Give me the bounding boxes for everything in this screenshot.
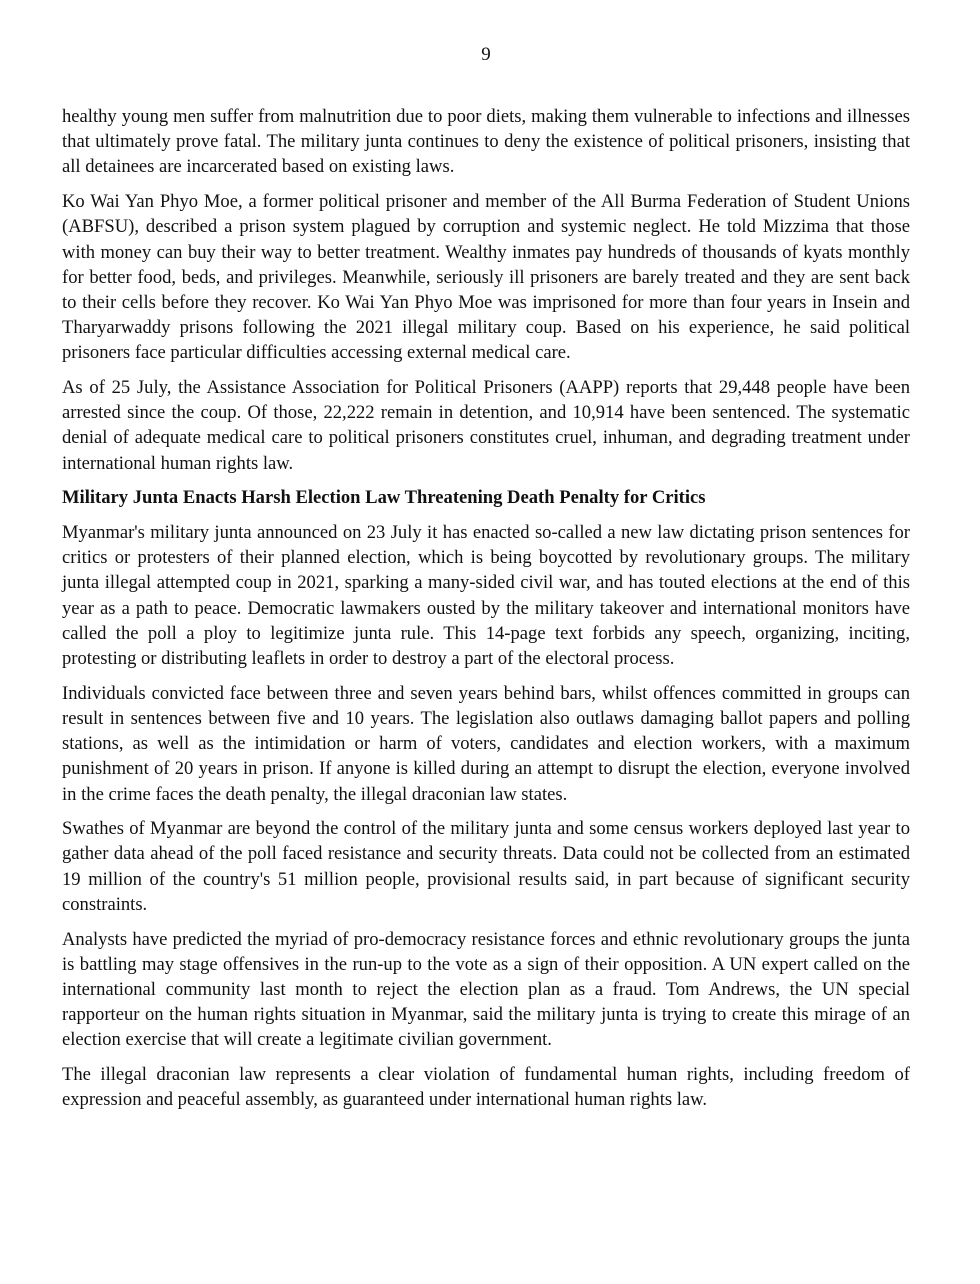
body-paragraph: Analysts have predicted the myriad of pro-democracy resistance forces and ethnic revolutionary groups the junta is battling may stage offensives in the run-up to the vote as a sign of their opposition. A UN expert called on the international community last month to reject the election plan as a fraud. Tom Andrews, the UN special rapporteur on the human rights situation in Myanmar, said the military junta is trying to create this mirage of an election exercise that will create a legitimate civilian government. (62, 928, 910, 1051)
body-paragraph: Individuals convicted face between three and seven years behind bars, whilst offences committed in groups can result in sentences between five and 10 years. The legislation also outlaws damaging ballot papers and polling stations, as well as the intimidation or harm of voters, candidates and election workers, with a maximum punishment of 20 years in prison. If anyone is killed during an attempt to disrupt the election, everyone involved in the crime faces the death penalty, the illegal draconian law states. (62, 682, 910, 805)
body-paragraph: As of 25 July, the Assistance Association for Political Prisoners (AAPP) reports that 29,448 people have been arrested since the coup. Of those, 22,222 remain in detention, and 10,914 have been sentenced. The systematic denial of adequate medical care to political prisoners constitutes cruel, inhuman, and degrading treatment under international human rights law. (62, 377, 910, 474)
body-paragraph: Myanmar's military junta announced on 23 July it has enacted so-called a new law dictating prison sentences for critics or protesters of their planned election, which is being boycotted by revolutionary groups. The military junta illegal attempted coup in 2021, sparking a many-sided civil war, and has touted elections at the end of this year as a path to peace. Democratic lawmakers ousted by the military takeover and international monitors have called the poll a ploy to legitimize junta rule. This 14-page text forbids any speech, organizing, inciting, protesting or distributing leaflets in order to destroy a part of the electoral process. (62, 522, 910, 670)
document-body (62, 104, 910, 1122)
body-paragraph: Ko Wai Yan Phyo Moe, a former political prisoner and member of the All Burma Federation of Student Unions (ABFSU), described a prison system plagued by corruption and systemic neglect. He told Mizzima that those with money can buy their way to better treatment. Wealthy inmates pay hundreds of thousands of kyats monthly for better food, beds, and privileges. Meanwhile, seriously ill prisoners are barely treated and they are sent back to their cells before they recover. Ko Wai Yan Phyo Moe was imprisoned for more than four years in Insein and Tharyarwaddy prisons following the 2021 illegal military coup. Based on his experience, he said political prisoners face particular difficulties accessing external medical care. (62, 191, 910, 364)
page-number: 9 (481, 44, 491, 65)
body-paragraph: healthy young men suffer from malnutrition due to poor diets, making them vulnerable to infections and illnesses that ultimately prove fatal. The military junta continues to deny the existence of political prisoners, insisting that all detainees are incarcerated based on existing laws. (62, 106, 910, 178)
section-heading: Military Junta Enacts Harsh Election Law Threatening Death Penalty for Critics (62, 487, 706, 509)
body-paragraph: The illegal draconian law represents a clear violation of fundamental human rights, including freedom of expression and peaceful assembly, as guaranteed under international human rights law. (62, 1064, 910, 1111)
body-paragraph: Swathes of Myanmar are beyond the control of the military junta and some census workers deployed last year to gather data ahead of the poll faced resistance and security threats. Data could not be collected from an estimated 19 million of the country's 51 million people, provisional results said, in part because of significant security constraints. (62, 818, 910, 915)
